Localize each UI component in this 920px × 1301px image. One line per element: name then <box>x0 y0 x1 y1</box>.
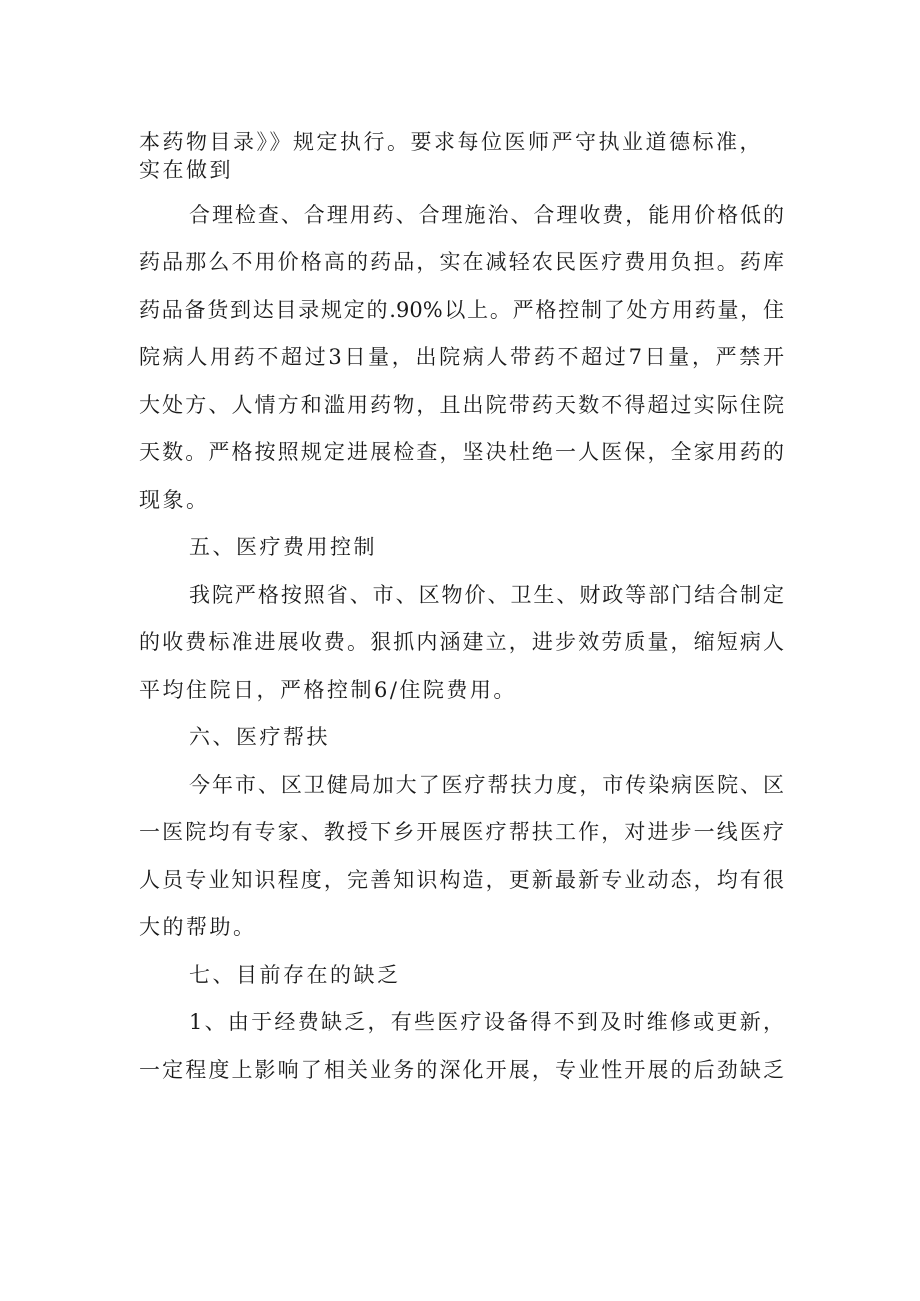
section-heading: 六、医疗帮扶 <box>189 725 330 749</box>
text-line: 实在做到 <box>139 158 233 182</box>
paragraph-line: 现象。 <box>139 488 210 512</box>
paragraph-line: 大的帮助。 <box>139 915 257 939</box>
text-line: 本药物目录》》规定执行。要求每位医师严守执业道德标准， <box>139 130 763 154</box>
section-heading: 七、目前存在的缺乏 <box>189 963 401 987</box>
paragraph-line: 药品备货到达目录规定的.90%以上。严格控制了处方用药量，住 <box>139 298 784 322</box>
paragraph-line: 天数。严格按照规定进展检查，坚决杜绝一人医保，全家用药的 <box>139 440 784 464</box>
paragraph-line: 一医院均有专家、教授下乡开展医疗帮扶工作，对进步一线医疗 <box>139 820 784 844</box>
paragraph-line: 一定程度上影响了相关业务的深化开展，专业性开展的后劲缺乏 <box>139 1058 784 1082</box>
paragraph-line: 合理检查、合理用药、合理施治、合理收费，能用价格低的 <box>189 203 784 227</box>
section-heading: 五、医疗费用控制 <box>189 535 377 559</box>
paragraph-line: 平均住院日，严格控制6/住院费用。 <box>139 678 517 702</box>
paragraph-line: 的收费标准进展收费。狠抓内涵建立，进步效劳质量，缩短病人 <box>139 630 784 654</box>
paragraph-line: 院病人用药不超过3日量，出院病人带药不超过7日量，严禁开 <box>139 345 784 369</box>
paragraph-line: 人员专业知识程度，完善知识构造，更新最新专业动态，均有很 <box>139 868 784 892</box>
paragraph-line: 1、由于经费缺乏，有些医疗设备得不到及时维修或更新， <box>189 1010 784 1034</box>
paragraph-line: 大处方、人情方和滥用药物，且出院带药天数不得超过实际住院 <box>139 393 784 417</box>
paragraph-line: 今年市、区卫健局加大了医疗帮扶力度，市传染病医院、区 <box>189 773 784 797</box>
paragraph-line: 药品那么不用价格高的药品，实在减轻农民医疗费用负担。药库 <box>139 250 784 274</box>
paragraph-line: 我院严格按照省、市、区物价、卫生、财政等部门结合制定 <box>189 583 784 607</box>
